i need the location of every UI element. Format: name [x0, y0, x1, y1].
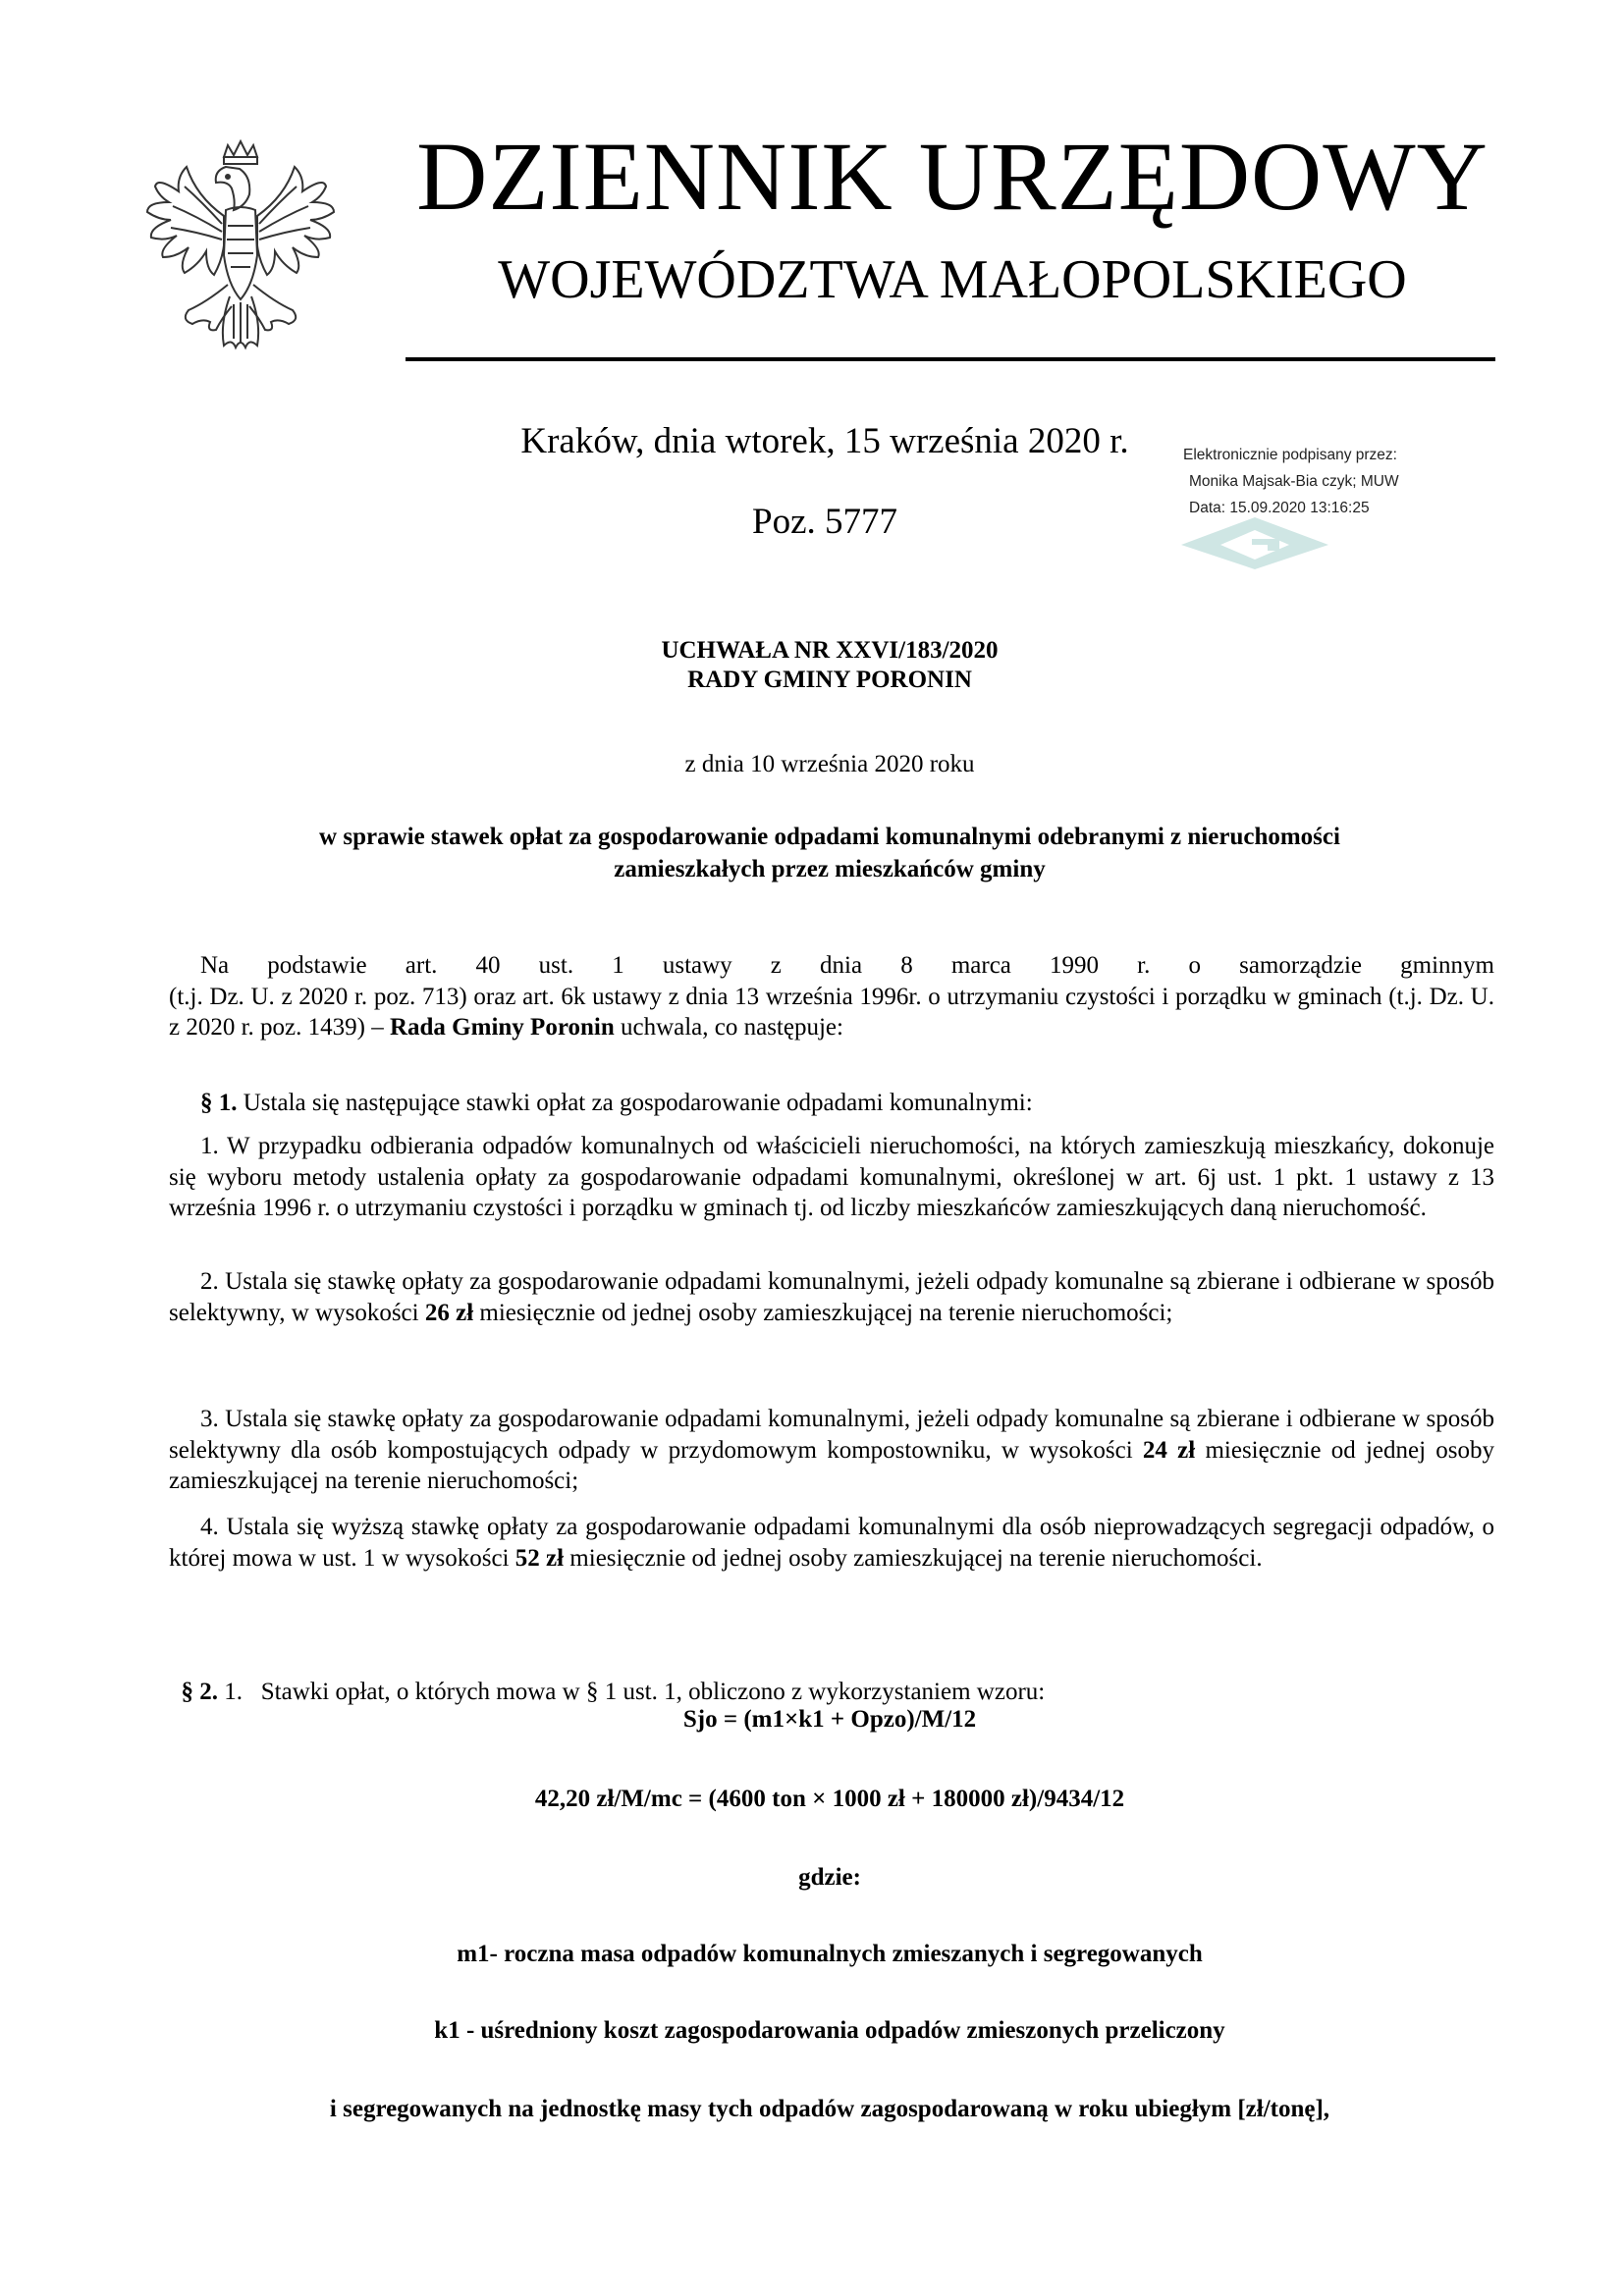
point-text: 3. Ustala się stawkę opłaty za gospodarowanie odpadami komunalnymi, jeżeli odpady komunalne są zbierane i odbierane w sposób selektywny dla osób kompostujących odpady w przydomowym kompostowniku, w wysokości	[169, 1406, 1494, 1464]
section-1-point-4	[169, 1512, 1494, 1574]
electronic-signature-block	[1181, 442, 1476, 521]
council-name: Rada Gminy Poronin	[389, 1014, 615, 1041]
legal-basis-text: (t.j. Dz. U. z 2020 r. poz. 713) oraz art. 6k ustawy z dnia 13 września 1996r. o utrzymaniu czystości i porządku w gminach (t.j. Dz. U. z 2020 r. poz. 1439) –	[169, 983, 1494, 1041]
polish-eagle-emblem-icon	[137, 137, 344, 358]
resolution-body: RADY GMINY PORONIN	[687, 667, 972, 693]
journal-title: DZIENNIK URZĘDOWY	[416, 122, 1489, 231]
header-divider	[406, 357, 1495, 361]
formula-definition: i segregowanych na jednostkę masy tych odpadów zagospodarowaną w roku ubiegłym [zł/tonę],	[329, 2096, 1330, 2122]
legal-basis-paragraph	[169, 950, 1494, 1043]
formula-calculation: 42,20 zł/M/mc = (4600 ton × 1000 zł + 180000 zł)/9434/12	[534, 1786, 1125, 1812]
section-1-point-3	[169, 1404, 1494, 1497]
section-label: § 1.	[200, 1090, 238, 1116]
signature-date: Data: 15.09.2020 13:16:25	[1189, 500, 1370, 516]
legal-basis-rest	[169, 982, 1494, 1043]
point-text: miesięcznie od jednej osoby zamieszkującej na terenie nieruchomości.	[564, 1544, 1263, 1572]
section-text: Ustala się następujące stawki opłat za gospodarowanie odpadami komunalnymi:	[237, 1090, 1033, 1116]
point-text: 4. Ustala się wyższą stawkę opłaty za gospodarowanie odpadami komunalnymi dla osób nieprowadzących segregacji odpadów, o której mowa w ust. 1 w wysokości	[169, 1514, 1494, 1572]
position-number: Poz. 5777	[752, 502, 897, 542]
subject-line: w sprawie stawek opłat za gospodarowanie odpadami komunalnymi odebranymi z nieruchomości	[319, 824, 1340, 850]
publication-date: Kraków, dnia wtorek, 15 września 2020 r.	[520, 421, 1129, 461]
section-text: 1. Stawki opłat, o których mowa w § 1 ust. 1, obliczono z wykorzystaniem wzoru:	[218, 1678, 1046, 1705]
journal-subtitle: WOJEWÓDZTWA MAŁOPOLSKIEGO	[498, 249, 1407, 310]
formula: Sjo = (m1×k1 + Opzo)/M/12	[682, 1706, 977, 1733]
e-signature-logo-icon	[1181, 515, 1338, 569]
section-2-paragraph	[169, 1645, 1494, 1707]
legal-basis-line: Na podstawie art. 40 ust. 1 ustawy z dnia 8 marca 1990 r. o samorządzie gminnym	[200, 952, 1494, 979]
point-text: miesięcznie od jednej osoby zamieszkującej na terenie nieruchomości;	[473, 1299, 1173, 1326]
formula-where-label: gdzie:	[798, 1864, 861, 1891]
point-text: 2. Ustala się stawkę opłaty za gospodarowanie odpadami komunalnymi, jeżeli odpady komunalne są zbierane i odbierane w sposób selektywny, w wysokości	[169, 1268, 1494, 1326]
resolution-subject	[157, 821, 1502, 885]
signature-signer: Monika Majsak-Bia czyk; MUW	[1189, 473, 1399, 490]
fee-amount: 26 zł	[424, 1299, 474, 1326]
formula-definition: m1- roczna masa odpadów komunalnych zmieszanych i segregowanych	[457, 1941, 1203, 1967]
section-1-point-2	[169, 1266, 1494, 1328]
resolution-heading	[157, 636, 1502, 695]
formula-definition: k1 - uśredniony koszt zagospodarowania odpadów zmieszonych przeliczony	[434, 2017, 1225, 2044]
legal-basis-text: uchwala, co następuje:	[614, 1014, 843, 1041]
signature-label: Elektronicznie podpisany przez:	[1183, 447, 1397, 463]
subject-line: zamieszkałych przez mieszkańców gminy	[614, 856, 1046, 882]
section-1-point-1: 1. W przypadku odbierania odpadów komunalnych od właścicieli nieruchomości, na których zamieszkują mieszkańcy, dokonuje się wyboru metody ustalenia opłaty za gospodarowanie odpadami komunalnymi, określonej w art. 6j ust. 1 pkt. 1 ustawy z 13 września 1996 r. o utrzymaniu czystości i porządku w gminach tj. od liczby mieszkańców zamieszkujących daną nieruchomość.	[169, 1133, 1494, 1221]
resolution-date: z dnia 10 września 2020 roku	[684, 751, 975, 777]
fee-amount: 52 zł	[514, 1544, 565, 1572]
point-text: miesięcznie od jednej osoby zamieszkującej na terenie nieruchomości;	[169, 1436, 1494, 1494]
section-label: § 2.	[181, 1678, 218, 1705]
section-1-paragraph	[169, 1088, 1494, 1119]
resolution-number: UCHWAŁA NR XXVI/183/2020	[661, 637, 999, 664]
fee-amount: 24 zł	[1142, 1436, 1196, 1464]
